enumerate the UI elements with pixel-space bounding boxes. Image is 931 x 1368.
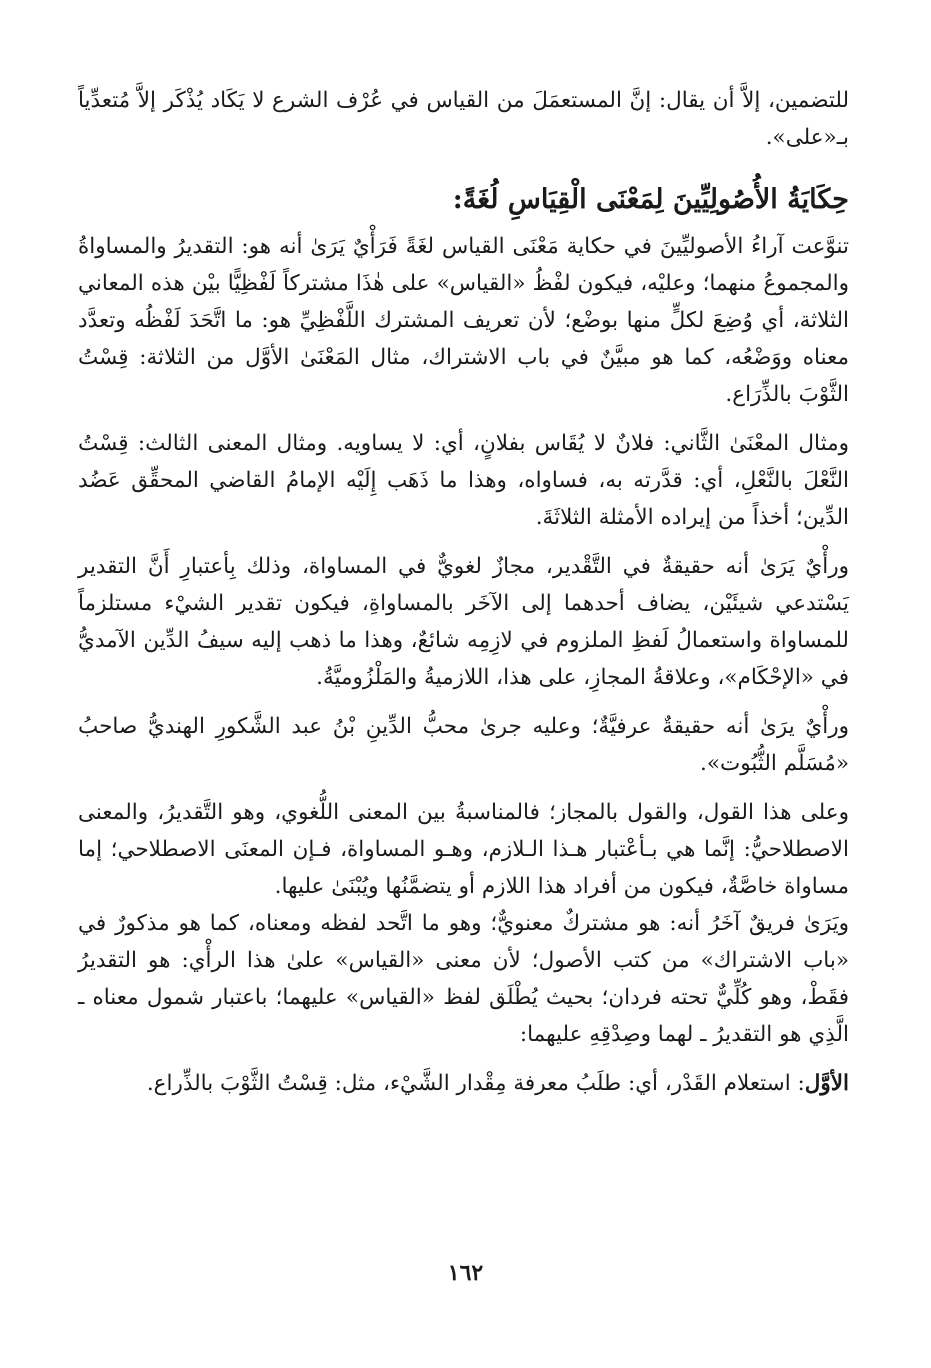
- paragraph-continuation: للتضمين، إلاَّ أن يقال: إنَّ المستعمَلَ من القياس في عُرْف الشرع لا يَكَاد يُذْكَر إلاَّ مُتعدِّياً بـ«على».: [78, 88, 849, 150]
- paragraph-second-meaning: ومثال المعْنَىٰ الثَّاني: فلانٌ لا يُقَاس بفلانٍ، أي: لا يساويه. ومثال المعنى الثالث: قِسْتُ النَّعْلَ بالنَّعْلِ، أي: قدَّرته به، فساواه، وهذا ما ذَهَب إِلَيْه الإمامُ القاضي المحقِّق عَضُد الدِّين؛ أخذاً من إيراده الأمثلة الثلاثَةَ.: [78, 431, 849, 530]
- first-item-label: الأوَّل: [804, 1071, 849, 1096]
- paragraph-first-item: [78, 1065, 849, 1102]
- paragraph-relation: وعلى هذا القول، والقول بالمجاز؛ فالمناسبةُ بين المعنى اللُّغوي، وهو التَّقديرُ، والمعنى الاصطلاحيُّ: إنَّما هي بـأعْتبار هـذا الـلازم، وهـو المساواة، فـإن المعنَى الاصطلاحي؛ إما مساواة خاصَّةٌ، فيكون من أفراد هذا اللازم أو يتضمَّنُها ويُبْنَىٰ عليها.: [78, 800, 849, 899]
- paragraph-opinions: تنوَّعت آراءُ الأصوليِّينَ في حكاية مَعْنَى القياس لغَةً فَرَأْيٌ يَرَىٰ أنه هو: التقديرُ والمساواةُ والمجموعُ منهما؛ وعليْه، فيكون لفْظُ «القياس» على هٰذَا مشتركاً لَفْظِيًّا بيْن هذه المعاني الثلاثة، أي وُضِعَ لكلٍّ منها بوضْع؛ لأن تعريف المشترك اللَّفْظِيِّ هو: ما اتَّحَدَ لَفْظُه وتعدَّد معناه ووَضْعُه، كما هو مبيَّنٌ في باب الاشتراك، مثال المَعْنَىٰ الأوَّل من الثلاثة: قِسْتُ الثَّوْبَ بالذِّرَاع.: [78, 234, 849, 407]
- paragraph-semantic-common: ويَرَىٰ فريقٌ آخَرُ أنه: هو مشتركٌ معنويٌّ؛ وهو ما اتَّحد لفظه ومعناه، كما هو مذكورٌ في «باب الاشتراك» من كتب الأصول؛ لأن معنى «القياس» علىٰ هذا الرأْي: هو التقديرُ فقَطْ، وهو كُلِّيٌّ تحته فردان؛ بحيث يُطْلَق لفظ «القياس» عليهما؛ باعتبار شمول معناه ـ الَّذِي هو التقديرُ ـ لهما وصِدْقِهِ عليهما:: [78, 911, 849, 1047]
- page-number: ١٦٢: [447, 1260, 484, 1286]
- first-item-text: : استعلام القَدْر، أي: طلَبُ معرفة مِقْدار الشَّيْء، مثل: قِسْتُ الثَّوْبَ بالذِّراع.: [146, 1071, 805, 1096]
- section-heading: حِكَايَةُ الأُصُولِيِّينَ لِمَعْنَى الْقِيَاسِ لُغَةً:: [452, 184, 849, 215]
- paragraph-customary-view: ورأْيٌ يرَىٰ أنه حقيقةٌ عرفيَّةٌ؛ وعليه جرىٰ محبُّ الدِّينِ بْنُ عبد الشَّكورِ الهنديُّ صاحبُ «مُسَلَّم الثُّبُوت».: [78, 714, 849, 776]
- paragraph-metaphor-view: ورأْيٌ يَرَىٰ أنه حقيقةٌ في التَّقْدير، مجازٌ لغويٌّ في المساواة، وذلك بِأعتبارِ أَنَّ التقدير يَسْتدعي شيئَيْن، يضاف أحدهما إلى الآخَر بالمساواةِ، فيكون تقدير الشيْء مستلزماً للمساواة واستعمالُ لَفظِ الملزوم في لازِمِه شائعٌ، وهذا ما ذهب إليه سيفُ الدِّين الآمديُّ في «الإحْكَام»، وعلاقةُ المجازِ، على هذا، اللازميةُ والمَلْزُوميَّةُ.: [78, 554, 849, 690]
